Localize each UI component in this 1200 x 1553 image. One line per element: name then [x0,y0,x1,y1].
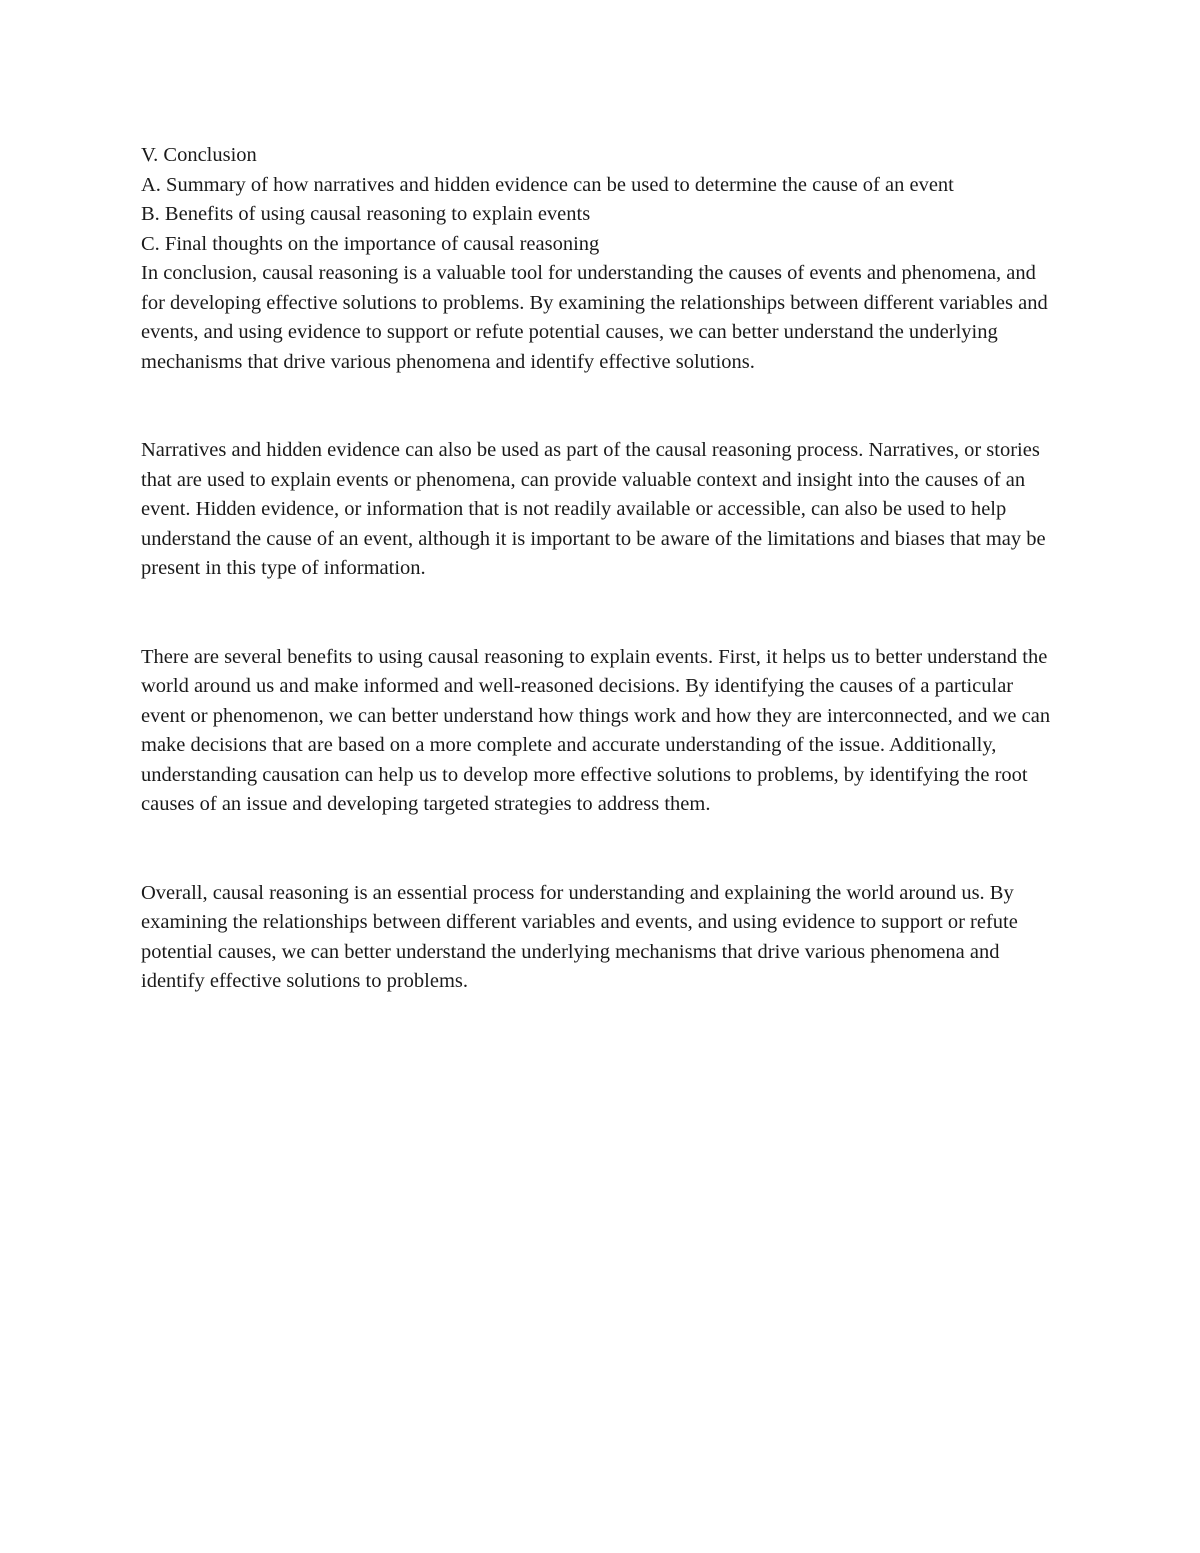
outline-item-c: C. Final thoughts on the importance of causal reasoning [141,232,600,255]
paragraph-spacer [141,584,1061,643]
paragraph-conclusion: In conclusion, causal reasoning is a valuable tool for understanding the causes of events and phenomena, and for developing effective solutions to problems. By examining the relationships between different variables and events, and using evidence to support or refute potential causes, we can better understand the underlying mechanisms that drive various phenomena and identify effective solutions. [141,262,1048,373]
paragraph-overall: Overall, causal reasoning is an essential process for understanding and explaining the world around us. By examining the relationships between different variables and events, and using evidence to support or refute potential causes, we can better understand the underlying mechanisms that drive various phenomena and identify effective solutions to problems. [141,881,1018,992]
document-body [141,141,1061,997]
section-heading: V. Conclusion [141,144,257,166]
outline-item-b: B. Benefits of using causal reasoning to explain events [141,203,591,225]
paragraph-spacer [141,377,1061,436]
paragraph-spacer [141,820,1061,879]
paragraph-narratives: Narratives and hidden evidence can also be used as part of the causal reasoning process. Narratives, or stories that are used to explain events or phenomena, can provide valuable context and insight into the causes of an event. Hidden evidence, or information that is not readily available or accessible, can also be used to help understand the cause of an event, although it is important to be aware of the limitations and biases that may be present in this type of information. [141,439,1046,579]
paragraph-benefits: There are several benefits to using causal reasoning to explain events. First, it helps us to better understand the world around us and make informed and well-reasoned decisions. By identifying the causes of a particular event or phenomenon, we can better understand how things work and how they are interconnected, and we can make decisions that are based on a more complete and accurate understanding of the issue. Additionally, understanding causation can help us to develop more effective solutions to problems, by identifying the root causes of an issue and developing targeted strategies to address them. [141,645,1051,815]
outline-item-a: A. Summary of how narratives and hidden evidence can be used to determine the cause of an event [141,173,954,196]
